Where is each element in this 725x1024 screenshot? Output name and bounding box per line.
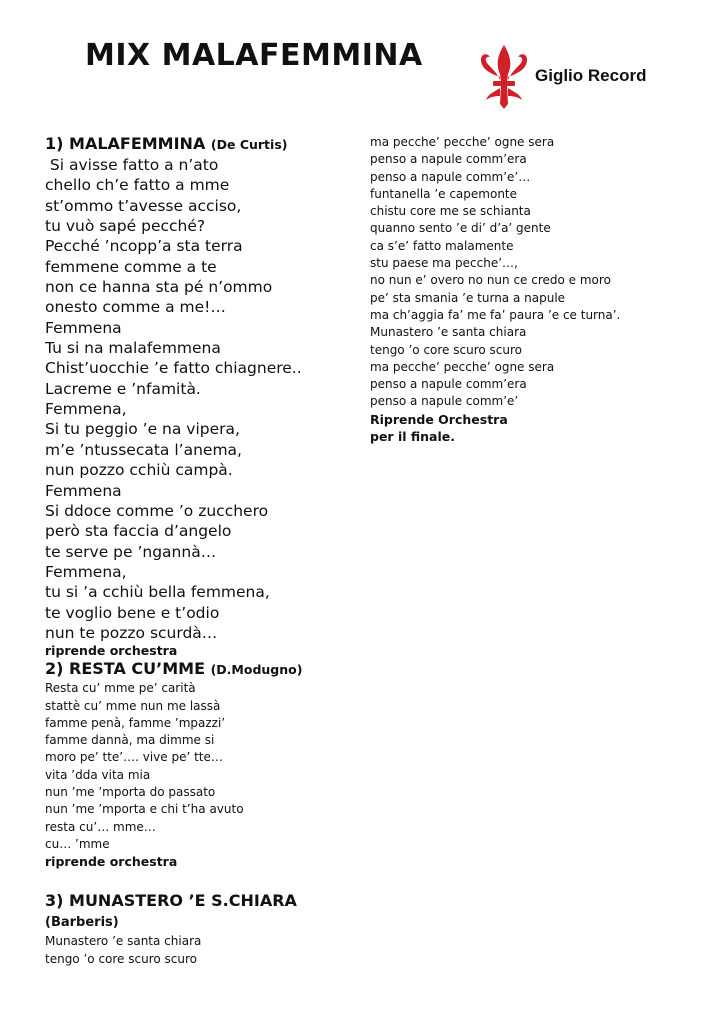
lyric-line: Chist’uocchie ’e fatto chiagnere..	[45, 359, 302, 378]
lyric-line: famme dannà, ma dimme si	[45, 733, 215, 748]
lyric-line: cu… ’mme	[45, 836, 110, 851]
lyric-line: Femmena,	[45, 400, 127, 419]
orchestra-note: riprende orchestra	[45, 643, 178, 659]
lyrics-block	[370, 134, 670, 411]
lyrics-block	[45, 680, 350, 853]
lyric-line: onesto comme a me!…	[45, 298, 226, 317]
fleur-de-lis-logo-icon	[478, 44, 530, 110]
lyric-line: penso a napule comm’era	[370, 377, 527, 392]
lyric-line: Femmena,	[45, 562, 127, 581]
lyric-line: quanno sento ’e di’ d’a’ gente	[370, 221, 551, 236]
lyric-line: te voglio bene e t’odio	[45, 603, 220, 622]
lyric-line: nun pozzo cchiù campà.	[45, 461, 233, 480]
lyric-line: funtanella ’e capemonte	[370, 186, 518, 201]
lyric-line: te serve pe ’ngannà…	[45, 542, 217, 561]
lyric-line: Pecché ’ncopp’a sta terra	[45, 237, 243, 256]
lyric-line: nun ’me ’mporta e chi t’ha avuto	[45, 802, 244, 817]
song-title: 1) MALAFEMMINA	[45, 134, 206, 153]
lyric-line: ma ch’aggia fa’ me fa’ paura ’e ce turna’.	[370, 307, 621, 322]
lyric-line: nun te pozzo scurdà…	[45, 623, 218, 642]
right-column	[370, 134, 670, 445]
song-heading	[45, 134, 350, 155]
lyric-line: chello ch’e fatto a mme	[45, 176, 230, 195]
lyric-line: però sta faccia d’angelo	[45, 522, 232, 541]
lyric-line: tengo ’o core scuro scuro	[370, 342, 522, 357]
song-author: (Barberis)	[45, 915, 119, 931]
song-title: 2) RESTA CU’MME	[45, 659, 205, 679]
lyric-line: m’e ’ntussecata l’anema,	[45, 440, 242, 459]
section-gap	[45, 870, 350, 891]
lyric-line: stu paese ma pecche’…,	[370, 256, 518, 271]
finale-note	[370, 411, 670, 446]
lyric-line: femmene comme a te	[45, 257, 217, 276]
page-title: MIX MALAFEMMINA	[85, 38, 423, 73]
lyric-line: vita ’dda vita mia	[45, 767, 151, 782]
left-column	[45, 134, 350, 968]
brand-name: Giglio Record	[535, 66, 647, 85]
song-heading: 3) MUNASTERO ’E S.CHIARA	[45, 891, 297, 911]
lyric-line: resta cu’… mme…	[45, 819, 156, 834]
lyrics-block	[45, 933, 350, 968]
finale-note-line: per il finale.	[370, 429, 455, 445]
lyric-line: chistu core me se schianta	[370, 204, 531, 219]
lyric-line: tengo ’o core scuro scuro	[45, 951, 197, 966]
song-author: (De Curtis)	[210, 137, 288, 152]
finale-note-line: Riprende Orchestra	[370, 411, 508, 427]
lyric-line: pe’ sta smania ’e turna a napule	[370, 290, 566, 305]
orchestra-note: riprende orchestra	[45, 854, 178, 870]
lyric-line: Lacreme e ’nfamità.	[45, 379, 201, 398]
lyric-line: tu si ’a cchiù bella femmena,	[45, 583, 270, 602]
lyric-line: Si ddoce comme ’o zucchero	[45, 501, 269, 520]
lyric-line: Munastero ’e santa chiara	[370, 325, 527, 340]
lyric-line: penso a napule comm’e’	[370, 394, 519, 409]
lyric-line: moro pe’ tte’…. vive pe’ tte…	[45, 750, 223, 765]
lyric-line: Tu si na malafemmena	[45, 339, 221, 358]
lyric-line: ma pecche’ pecche’ ogne sera	[370, 135, 555, 149]
lyric-line: famme penà, famme ’mpazzi’	[45, 715, 226, 730]
lyric-line: ma pecche’ pecche’ ogne sera	[370, 359, 555, 374]
lyric-line: Resta cu’ mme pe’ carità	[45, 681, 196, 696]
lyric-line: Munastero ’e santa chiara	[45, 934, 202, 949]
lyric-line: Si tu peggio ’e na vipera,	[45, 420, 240, 439]
lyric-line: no nun e’ overo no nun ce credo e moro	[370, 273, 611, 288]
lyric-line: penso a napule comm’e’…	[370, 169, 531, 184]
lyric-line: st’ommo t’avesse acciso,	[45, 196, 242, 215]
lyric-line: Si avisse fatto a n’ato	[45, 156, 219, 174]
lyric-line: penso a napule comm’era	[370, 152, 527, 167]
lyric-line: nun ’me ’mporta do passato	[45, 785, 216, 800]
song-heading	[45, 659, 350, 680]
lyric-line: Femmena	[45, 481, 122, 500]
song-author: (D.Modugno)	[210, 662, 303, 678]
lyric-line: stattè cu’ mme nun me lassà	[45, 698, 221, 713]
lyric-line: ca s’e’ fatto malamente	[370, 238, 514, 253]
lyric-line: tu vuò sapé pecché?	[45, 217, 206, 236]
lyric-line: non ce hanna sta pé n’ommo	[45, 278, 273, 297]
lyrics-block	[45, 155, 350, 643]
lyric-line: Femmena	[45, 318, 122, 337]
